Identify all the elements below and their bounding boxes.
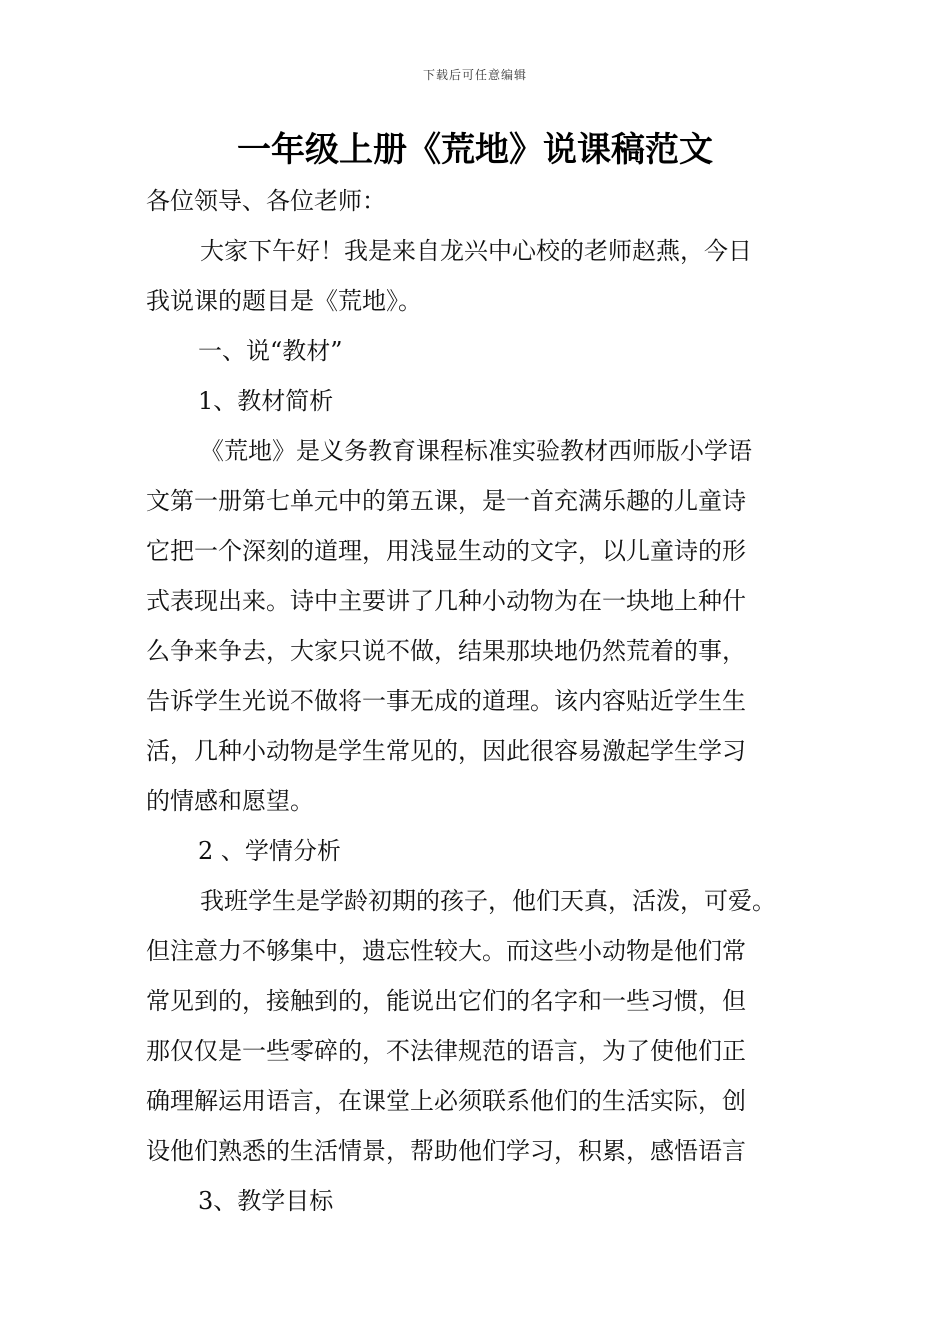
- paragraph-line: 它把一个深刻的道理，用浅显生动的文字，以儿童诗的形: [146, 537, 746, 565]
- subsection-heading: 2 、学情分析: [198, 837, 341, 865]
- paragraph-line: 我说课的题目是《荒地》。: [146, 287, 422, 315]
- paragraph-line: 但注意力不够集中，遗忘性较大。而这些小动物是他们常: [146, 937, 746, 965]
- document-title: 一年级上册《荒地》说课稿范文: [237, 130, 713, 170]
- header-note: 下载后可任意编辑: [422, 68, 527, 82]
- paragraph-line: 么争来争去，大家只说不做，结果那块地仍然荒着的事，: [146, 637, 746, 665]
- paragraph-line: 大家下午好！我是来自龙兴中心校的老师赵燕，今日: [200, 237, 752, 265]
- subsection-heading: 3、教学目标: [198, 1187, 334, 1215]
- paragraph-line: 式表现出来。诗中主要讲了几种小动物为在一块地上种什: [146, 587, 746, 615]
- paragraph-line: 那仅仅是一些零碎的，不法律规范的语言，为了使他们正: [146, 1037, 746, 1065]
- paragraph-line: 《荒地》是义务教育课程标准实验教材西师版小学语: [200, 437, 752, 465]
- subsection-heading: 1、教材简析: [198, 387, 334, 415]
- paragraph-line: 我班学生是学龄初期的孩子，他们天真，活泼，可爱。: [200, 887, 776, 915]
- paragraph-line: 设他们熟悉的生活情景，帮助他们学习，积累，感悟语言: [146, 1137, 746, 1165]
- section-heading: 一、说“教材”: [198, 337, 343, 365]
- salutation-line: 各位领导、各位老师：: [146, 187, 386, 215]
- paragraph-line: 的情感和愿望。: [146, 787, 314, 815]
- document-body: [146, 176, 826, 1226]
- paragraph-line: 告诉学生光说不做将一事无成的道理。该内容贴近学生生: [146, 687, 746, 715]
- paragraph-line: 确理解运用语言，在课堂上必须联系他们的生活实际，创: [146, 1087, 746, 1115]
- paragraph-line: 活，几种小动物是学生常见的，因此很容易激起学生学习: [146, 737, 746, 765]
- paragraph-line: 常见到的，接触到的，能说出它们的名字和一些习惯，但: [146, 987, 746, 1015]
- paragraph-line: 文第一册第七单元中的第五课，是一首充满乐趣的儿童诗: [146, 487, 746, 515]
